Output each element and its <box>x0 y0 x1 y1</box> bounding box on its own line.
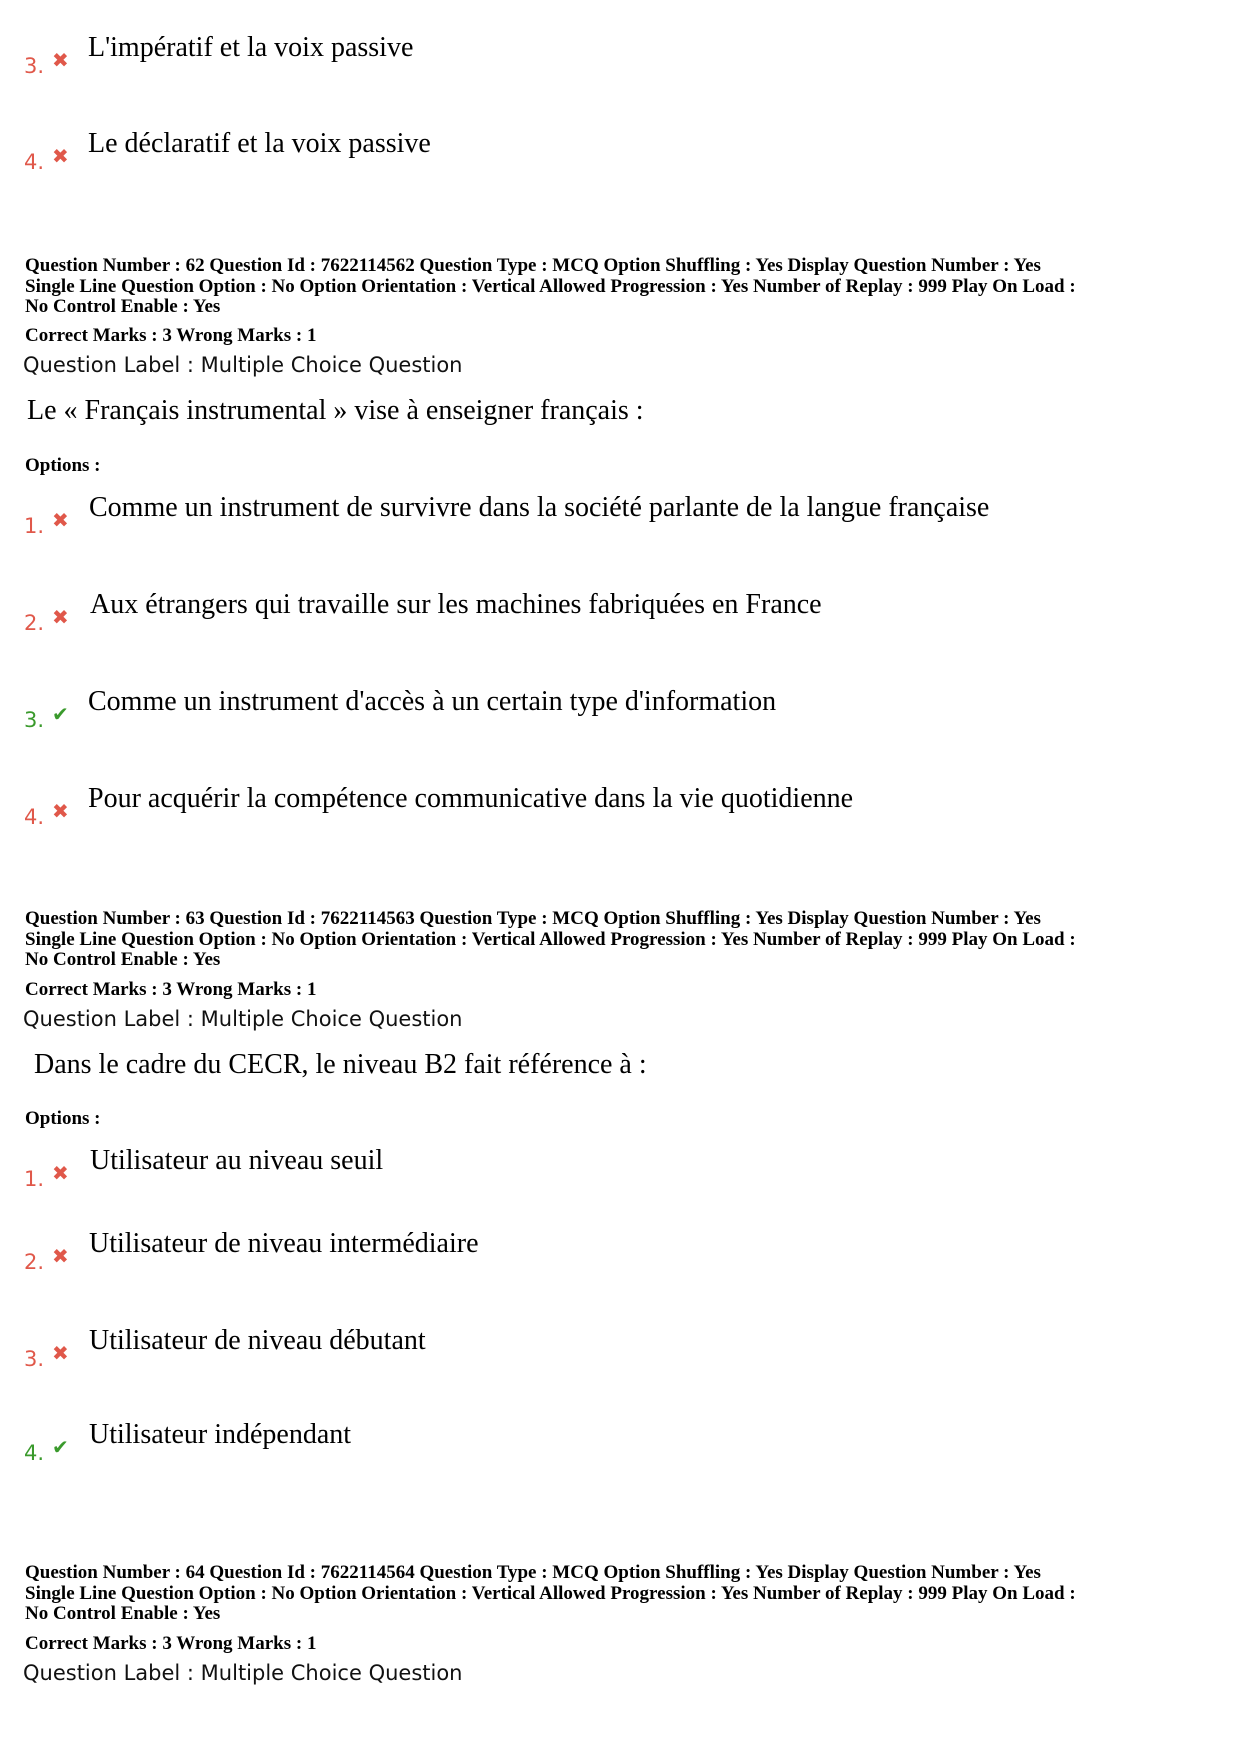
option-text: Utilisateur de niveau débutant <box>89 1325 426 1356</box>
option-text: Utilisateur de niveau intermédiaire <box>89 1228 479 1259</box>
option-text: Le déclaratif et la voix passive <box>88 128 431 159</box>
cross-icon: ✖ <box>52 144 69 168</box>
meta-line: Question Number : 64 Question Id : 7622114564 Question Type : MCQ Option Shuffling : Yes Display Question Number : Yes <box>25 1562 1041 1583</box>
question-text: Le « Français instrumental » vise à enseigner français : <box>27 395 644 426</box>
option-number: 2. <box>24 611 45 635</box>
option-number: 1. <box>24 514 45 538</box>
question-label: Question Label : Multiple Choice Question <box>23 1661 463 1685</box>
cross-icon: ✖ <box>52 48 69 72</box>
question-text: Dans le cadre du CECR, le niveau B2 fait référence à : <box>34 1049 647 1080</box>
option-item <box>22 34 1122 94</box>
cross-icon: ✖ <box>52 508 69 532</box>
meta-line: No Control Enable : Yes <box>25 296 221 317</box>
marks-info: Correct Marks : 3 Wrong Marks : 1 <box>25 325 317 346</box>
option-number: 3. <box>24 1347 45 1371</box>
question-meta <box>25 1563 1225 1625</box>
cross-icon: ✖ <box>52 605 69 629</box>
option-number: 1. <box>24 1167 45 1191</box>
option-item <box>22 130 1122 190</box>
option-number: 4. <box>24 805 45 829</box>
option-number: 2. <box>24 1250 45 1274</box>
option-text: Aux étrangers qui travaille sur les machines fabriquées en France <box>90 589 822 620</box>
meta-line: No Control Enable : Yes <box>25 949 221 970</box>
cross-icon: ✖ <box>52 1244 69 1268</box>
option-item <box>22 1327 1122 1387</box>
question-meta <box>25 256 1225 318</box>
question-label: Question Label : Multiple Choice Question <box>23 1007 463 1031</box>
option-item <box>22 688 1122 748</box>
option-number: 4. <box>24 150 45 174</box>
option-text: Comme un instrument d'accès à un certain type d'information <box>88 686 777 717</box>
option-item <box>22 1230 1122 1290</box>
options-heading: Options : <box>25 455 101 476</box>
cross-icon: ✖ <box>52 1161 69 1185</box>
meta-line: Single Line Question Option : No Option Orientation : Vertical Allowed Progression : Yes Number of Replay : 999 Play On Load : <box>25 1582 1076 1604</box>
option-number: 3. <box>24 708 45 732</box>
option-item <box>22 591 1122 651</box>
marks-info: Correct Marks : 3 Wrong Marks : 1 <box>25 1633 317 1654</box>
cross-icon: ✖ <box>52 1341 69 1365</box>
option-item <box>22 1147 1122 1207</box>
option-text: L'impératif et la voix passive <box>88 32 414 63</box>
option-text: Comme un instrument de survivre dans la société parlante de la langue française <box>89 492 990 523</box>
options-heading: Options : <box>25 1108 101 1129</box>
option-text: Pour acquérir la compétence communicative dans la vie quotidienne <box>88 783 854 814</box>
checkmark-icon: ✔ <box>52 1435 69 1459</box>
option-number: 3. <box>24 54 45 78</box>
marks-info: Correct Marks : 3 Wrong Marks : 1 <box>25 979 317 1000</box>
meta-line: Question Number : 62 Question Id : 7622114562 Question Type : MCQ Option Shuffling : Yes Display Question Number : Yes <box>25 255 1041 276</box>
meta-line: Single Line Question Option : No Option Orientation : Vertical Allowed Progression : Yes Number of Replay : 999 Play On Load : <box>25 275 1076 297</box>
cross-icon: ✖ <box>52 799 69 823</box>
question-meta <box>25 909 1225 971</box>
option-item <box>22 1421 1122 1481</box>
option-text: Utilisateur au niveau seuil <box>90 1145 384 1176</box>
option-item <box>22 785 1122 845</box>
meta-line: Question Number : 63 Question Id : 7622114563 Question Type : MCQ Option Shuffling : Yes Display Question Number : Yes <box>25 908 1041 929</box>
question-label: Question Label : Multiple Choice Question <box>23 353 463 377</box>
option-number: 4. <box>24 1441 45 1465</box>
checkmark-icon: ✔ <box>52 702 69 726</box>
meta-line: No Control Enable : Yes <box>25 1603 221 1624</box>
option-item <box>22 494 1122 554</box>
option-text: Utilisateur indépendant <box>89 1419 352 1450</box>
meta-line: Single Line Question Option : No Option Orientation : Vertical Allowed Progression : Yes Number of Replay : 999 Play On Load : <box>25 928 1076 950</box>
